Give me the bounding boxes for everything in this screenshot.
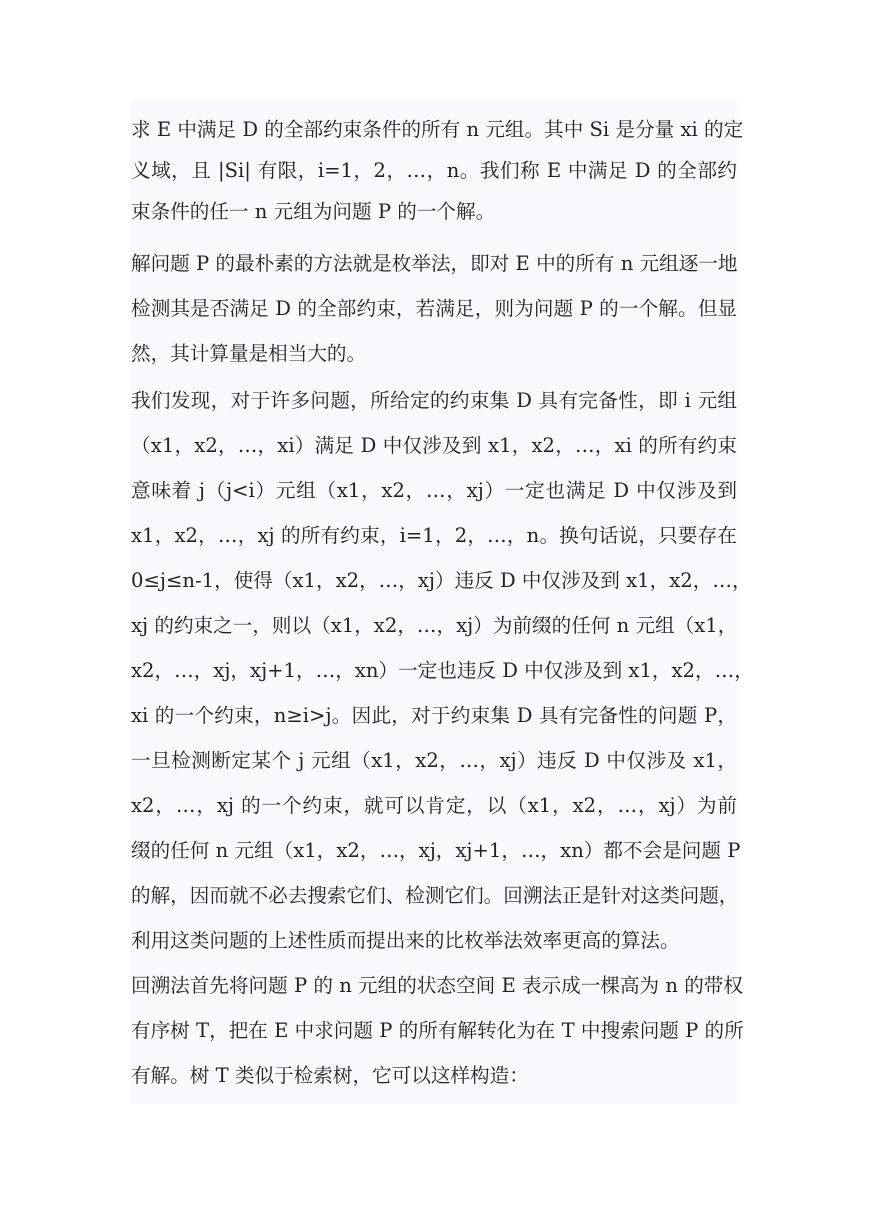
text-line: 意味着 j（j<i）元组（x1，x2，…，xj）一定也满足 D 中仅涉及到 (131, 479, 737, 502)
text-line: 束条件的任一 n 元组为问题 P 的一个解。 (131, 200, 496, 223)
text-line: x2，…，xj，xj+1，…，xn）一定也违反 D 中仅涉及到 x1，x2，…， (131, 659, 754, 682)
text-line: 的解，因而就不必去搜索它们、检测它们。回溯法正是针对这类问题， (131, 884, 739, 907)
text-line: 一旦检测断定某个 j 元组（x1，x2，…，xj）违反 D 中仅涉及 x1， (131, 749, 737, 772)
text-line: xi 的一个约束，n≥i>j。因此，对于约束集 D 具有完备性的问题 P， (131, 704, 737, 727)
text-line: x2，…，xj 的一个约束，就可以肯定，以（x1，x2，…，xj）为前 (131, 794, 737, 817)
text-line: 解问题 P 的最朴素的方法就是枚举法，即对 E 中的所有 n 元组逐一地 (131, 252, 738, 275)
text-line: 检测其是否满足 D 的全部约束，若满足，则为问题 P 的一个解。但显 (131, 297, 737, 320)
text-line: 有序树 T，把在 E 中求问题 P 的所有解转化为在 T 中搜索问题 P 的所 (131, 1019, 744, 1042)
text-line: 回溯法首先将问题 P 的 n 元组的状态空间 E 表示成一棵高为 n 的带权 (131, 974, 743, 997)
text-line: 我们发现，对于许多问题，所给定的约束集 D 具有完备性，即 i 元组 (131, 389, 737, 412)
text-line: x1，x2，…，xj 的所有约束，i=1，2，…，n。换句话说，只要存在 (131, 524, 737, 547)
text-line: 然，其计算量是相当大的。 (131, 342, 367, 365)
text-line: xj 的约束之一，则以（x1，x2，…，xj）为前缀的任何 n 元组（x1， (131, 614, 738, 637)
text-body (131, 100, 754, 1104)
text-line: 利用这类问题的上述性质而提出来的比枚举法效率更高的算法。 (131, 929, 680, 952)
text-line: 求 E 中满足 D 的全部约束条件的所有 n 元组。其中 Si 是分量 xi 的定 (131, 118, 744, 141)
text-line: 0≤j≤n-1，使得（x1，x2，…，xj）违反 D 中仅涉及到 x1，x2，…， (131, 569, 752, 592)
text-line: 有解。树 T 类似于检索树，它可以这样构造： (131, 1064, 529, 1087)
text-line: 缀的任何 n 元组（x1，x2，…，xj，xj+1，…，xn）都不会是问题 P (131, 839, 741, 862)
text-line: 义域，且 |Si| 有限，i=1，2，…，n。我们称 E 中满足 D 的全部约 (131, 159, 737, 182)
text-line: （x1，x2，…，xi）满足 D 中仅涉及到 x1，x2，…，xi 的所有约束 (131, 434, 737, 457)
